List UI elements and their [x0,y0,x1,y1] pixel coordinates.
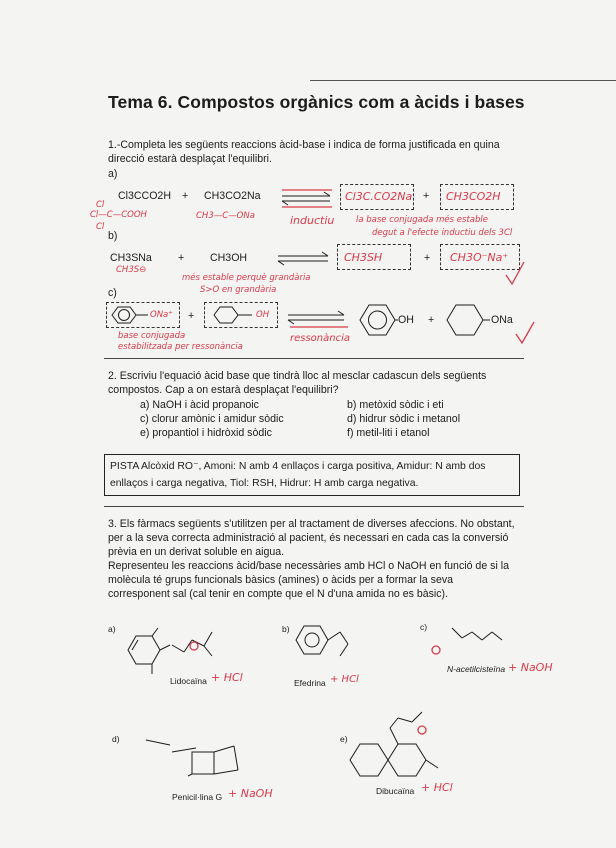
q1a-hw-note2: degut a l'efecte inductiu dels 3Cl [372,228,513,238]
q1a-hw-note1: la base conjugada més estable [356,215,488,225]
q1c-hw-note2: estabilitzada per ressonància [118,342,243,352]
q1a-reactant1: Cl3CCO2H [118,190,171,202]
drug-d-label: d) [112,734,120,744]
q1b-hw-note1: més estable perquè grandària [182,273,311,283]
q2-statement-line2: compostos. Cap a on estarà desplaçat l'equilibri? [108,384,339,396]
q1c-plus: + [188,310,195,322]
hint-line1: PISTA Alcòxid RO⁻, Amoni: N amb 4 enllaços i carga positiva, Amidur: N amb dos [110,461,486,472]
q1c-hw-reactant1: ONa⁺ [150,310,173,320]
drug-c-label: c) [420,622,428,632]
q1c-label: c) [108,287,117,299]
q1a-reactant2: CH3CO2Na [204,190,261,202]
q2-item-a: a) NaOH i àcid propanoic [140,399,259,411]
drug-b-name: Efedrina [294,678,326,688]
drug-c-reagent: + NaOH [508,661,553,674]
q3-line4: Representeu les reaccions àcid/base necessàries amb HCl o NaOH en funció de si la [108,560,510,572]
q1a-hw-left1: Cl [96,200,105,210]
drug-d-name: Penicil·lina G [172,792,223,802]
q1c-plus2: + [428,314,435,326]
hint-line2: enllaços i carga negativa, Tiol: RSH, Hidrur: H amb carga negativa. [110,478,419,489]
q1b-reactant2: CH3OH [210,252,248,264]
q3-line5: molècula té grups funcionals bàsics (amines) o àcids per a formar la seva [108,574,454,586]
drug-b-reagent: + HCl [330,674,359,685]
drug-e-name: Dibucaïna [376,786,415,796]
q1-statement-line1: 1.-Completa les següents reaccions àcid-base i indica de forma justificada en quina [108,139,500,151]
drug-a-label: a) [108,624,116,634]
q1a-hw-reactant2: CH3—C—ONa [196,211,255,221]
q2-statement-line1: 2. Escriviu l'equació àcid base que tindrà lloc al mesclar cadascun dels següents [108,370,487,382]
drug-a-reagent: + HCl [211,671,243,684]
q1c-product-alkoxide-label: ONa [491,314,513,326]
drug-b-label: b) [282,624,290,634]
drug-a-name: Lidocaïna [170,676,207,686]
q1a-hw-left2: Cl—C—COOH [90,210,147,220]
drug-c-name: N-acetilcisteïna [447,664,506,674]
q1a-label: a) [108,168,118,180]
q1b-plus2: + [424,252,431,264]
q3-line1: 3. Els fàrmacs següents s'utilitzen per al tractament de diverses afeccions. No obstant, [108,518,515,530]
q1b-product1: CH3SH [344,251,383,264]
q1b-reactant1: CH3SNa [110,252,152,264]
q1a-plus2: + [423,190,430,202]
q2-item-b: b) metòxid sòdic i eti [347,399,444,411]
q1b-product2: CH3O⁻Na⁺ [450,251,509,264]
page-title: Tema 6. Compostos orgànics com a àcids i bases [108,92,525,112]
q1a-note-inductiu: inductiu [290,214,335,227]
q1-statement-line2: direcció estarà desplaçat l'equilibri. [108,153,272,165]
q1c-hw-note1: base conjugada [118,331,186,341]
q1c-product-phenol-label: OH [398,314,414,326]
q3-line3: prèvia en un derivat soluble en aigua. [108,546,285,558]
q3-line2: per a la seva correcta administració al pacient, és necessari en cada cas la conversió [108,532,509,544]
q2-item-c: c) clorur amònic i amidur sòdic [140,413,284,425]
drug-e-reagent: + HCl [421,781,453,794]
drug-e-label: e) [340,734,348,744]
q1a-product1: Cl3C.CO2Na [345,190,413,203]
q1b-hw-reactant1: CH3S⊖ [116,265,147,275]
q1c-note-ressonancia: ressonància [290,333,351,344]
q1b-hw-note2: S>O en grandària [200,285,277,295]
q1a-product2: CH3CO2H [446,190,501,203]
q3-line6: corresponent sal (cal tenir en compte que el N d'una amida no es bàsic). [108,588,449,600]
q1a-hw-left3: Cl [96,222,105,232]
q2-item-f: f) metil-liti i etanol [347,427,430,439]
q1b-label: b) [108,230,118,242]
q1c-hw-reactant2: OH [256,310,270,320]
drug-d-reagent: + NaOH [228,787,273,800]
q1b-plus: + [178,252,185,264]
q2-item-e: e) propantiol i hidròxid sòdic [140,427,272,439]
q2-item-d: d) hidrur sòdic i metanol [347,413,461,425]
q1a-plus: + [182,190,189,202]
